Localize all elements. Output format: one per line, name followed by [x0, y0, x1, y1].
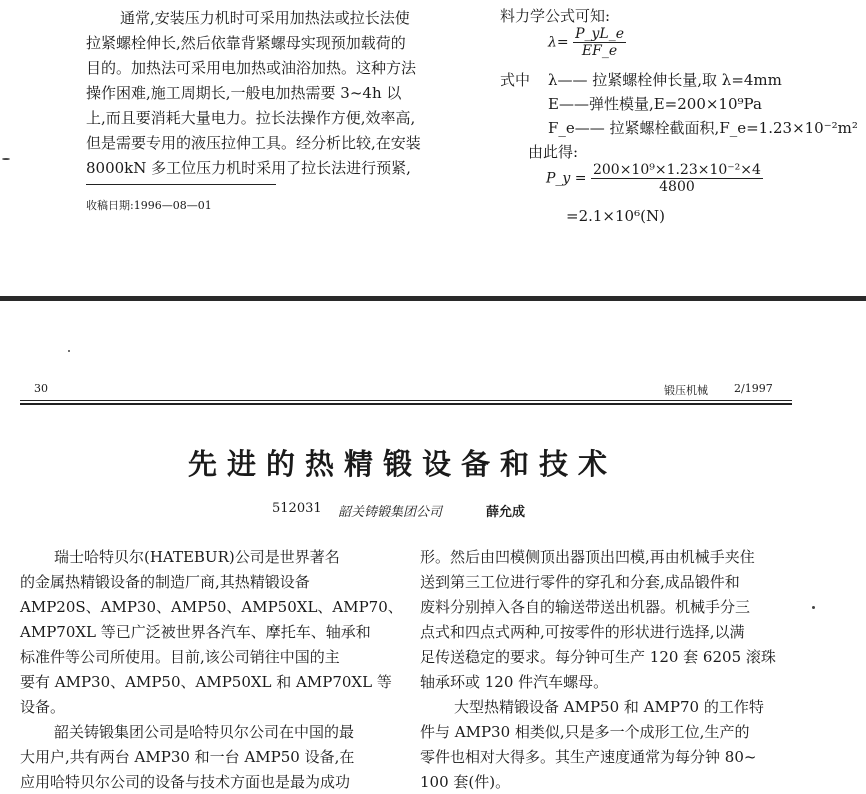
text-line: 要有 AMP30、AMP50、AMP50XL 和 AMP70XL 等: [20, 673, 392, 691]
definition-modulus: E——弹性模量,E=200×10⁹Pa: [548, 95, 762, 113]
author: 薛允成: [486, 505, 526, 520]
text-line: 件与 AMP30 相类似,只是多一个成形工位,生产的: [420, 723, 750, 741]
text-line: 废料分别掉入各自的输送带送出机器。机械手分三: [420, 598, 751, 616]
page-number: 30: [34, 382, 48, 395]
text-line: AMP70XL 等已广泛被世界各汽车、摩托车、轴承和: [20, 623, 371, 641]
text-line: AMP20S、AMP30、AMP50、AMP50XL、AMP70、: [20, 598, 403, 616]
scan-speck: [68, 350, 70, 352]
where-label: 式中: [500, 71, 531, 89]
formula-result: [546, 162, 763, 195]
text-line: 应用哈特贝尔公司的设备与技术方面也是最为成功: [20, 773, 351, 791]
text-line: 设备。: [20, 698, 66, 716]
header-rule-thick: [20, 403, 792, 405]
received-date: 收稿日期:1996—08—01: [86, 199, 212, 212]
header-rule: [20, 400, 792, 401]
result-denominator: 4800: [659, 179, 695, 195]
issue-number: 2/1997: [734, 382, 773, 395]
text-line: 但是需要专用的液压拉伸工具。经分析比较,在安装: [86, 134, 421, 152]
text-line: 点式和四点式两种,可按零件的形状进行选择,以满: [420, 623, 745, 641]
therefore-label: 由此得:: [528, 143, 579, 161]
text-line: 100 套(件)。: [420, 773, 511, 791]
page-separator: [0, 296, 866, 301]
text-line: 大型热精锻设备 AMP50 和 AMP70 的工作特: [454, 698, 764, 716]
article-title: 先进的热精锻设备和技术: [188, 447, 618, 481]
text-line: 形。然后由凹模侧顶出器顶出凹模,再由机械手夹住: [420, 548, 755, 566]
text-line: 大用户,共有两台 AMP30 和一台 AMP50 设备,在: [20, 748, 355, 766]
journal-name: 锻压机械: [664, 384, 708, 397]
formula-lhs: λ=: [548, 34, 569, 51]
result-lhs: P_y =: [546, 170, 587, 187]
organization: 韶关铸锻集团公司: [338, 505, 443, 520]
formula-lambda: [548, 26, 626, 59]
text-line: 上,而且要消耗大量电力。拉长法操作方便,效率高,: [86, 109, 416, 127]
text-line: 瑞士哈特贝尔(HATEBUR)公司是世界著名: [54, 548, 340, 566]
result-fraction: [591, 162, 763, 195]
text-line: 拉紧螺栓伸长,然后依靠背紧螺母实现预加载荷的: [86, 34, 406, 52]
postcode: 512031: [272, 501, 322, 516]
margin-mark: [2, 158, 10, 160]
result-value: =2.1×10⁶(N): [566, 207, 665, 225]
text-line: 目的。加热法可采用电加热或油浴加热。这种方法: [86, 59, 417, 77]
footnote-rule: [86, 184, 276, 185]
text-line: 8000kN 多工位压力机时采用了拉长法进行预紧,: [86, 159, 411, 177]
text-line: 轴承环或 120 件汽车螺母。: [420, 673, 609, 691]
definition-area: F_e—— 拉紧螺栓截面积,F_e=1.23×10⁻²m²: [548, 119, 858, 137]
text-line: 零件也相对大得多。其生产速度通常为每分钟 80~: [420, 748, 757, 766]
text-line: 的金属热精锻设备的制造厂商,其热精锻设备: [20, 573, 310, 591]
scan-speck: [812, 606, 815, 609]
text-line: 送到第三工位进行零件的穿孔和分套,成品锻件和: [420, 573, 740, 591]
formula-intro: 料力学公式可知:: [500, 7, 611, 25]
result-numerator: 200×10⁹×1.23×10⁻²×4: [592, 162, 761, 178]
formula-fraction: [573, 26, 626, 59]
text-line: 通常,安装压力机时可采用加热法或拉长法使: [120, 9, 410, 27]
text-line: 操作困难,施工周期长,一般电加热需要 3~4h 以: [86, 84, 402, 102]
text-line: 足传送稳定的要求。每分钟可生产 120 套 6205 滚珠: [420, 648, 776, 666]
definition-lambda: λ—— 拉紧螺栓伸长量,取 λ=4mm: [548, 71, 782, 89]
text-line: 韶关铸锻集团公司是哈特贝尔公司在中国的最: [54, 723, 355, 741]
text-line: 标准件等公司所使用。目前,该公司销往中国的主: [20, 648, 340, 666]
formula-denominator: EF_e: [581, 43, 618, 59]
formula-numerator: P_yL_e: [575, 26, 624, 42]
